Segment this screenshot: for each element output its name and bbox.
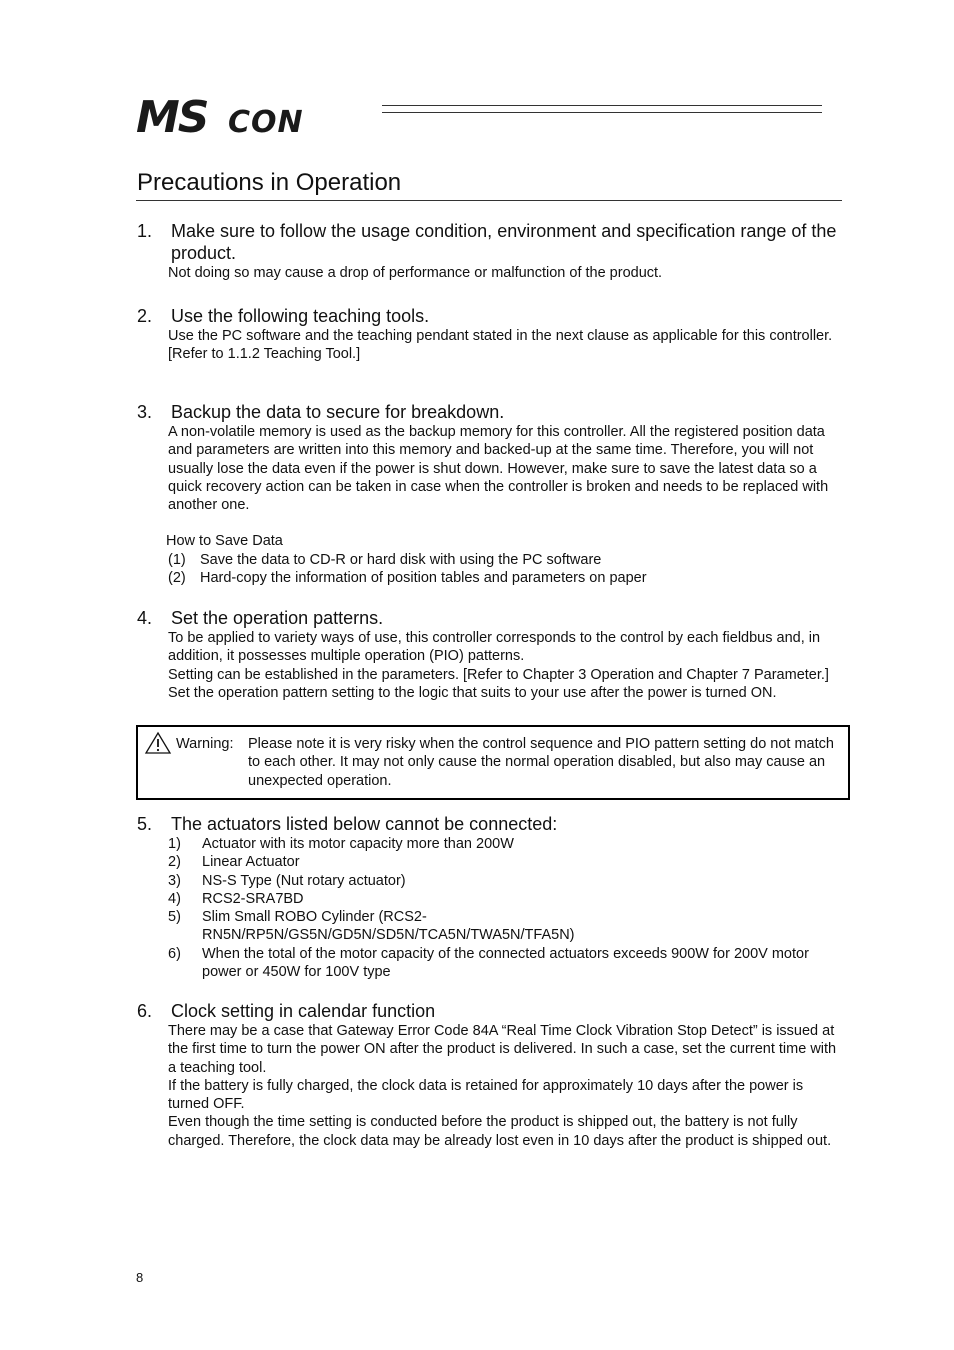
section-body xyxy=(168,327,847,364)
section-heading xyxy=(137,220,847,264)
warning-text: Please note it is very risky when the control sequence and PIO pattern setting do not match to each other. It may not only cause the normal operation disabled, but also may cause an unexpected operation. xyxy=(248,736,834,789)
list-number: 4) xyxy=(168,890,181,907)
section-number: 3. xyxy=(137,402,153,422)
page-number: 8 xyxy=(136,1270,144,1285)
section-5 xyxy=(137,813,847,981)
header-rule-upper xyxy=(382,105,822,106)
list-text: When the total of the motor capacity of the connected actuators exceeds 900W for 200V motor power or 450W for 100V type xyxy=(202,945,809,981)
list-text: NS-S Type (Nut rotary actuator) xyxy=(202,872,406,889)
list-number: (2) xyxy=(168,570,186,587)
section-number: 2. xyxy=(137,306,153,326)
section-number: 5. xyxy=(137,814,153,834)
warning-box xyxy=(136,725,850,800)
section-title: Use the following teaching tools. xyxy=(171,306,430,326)
section-title: Clock setting in calendar function xyxy=(171,1001,436,1021)
list-number: 3) xyxy=(168,872,181,889)
section-4 xyxy=(137,607,847,702)
section-6 xyxy=(137,1000,847,1150)
section-body xyxy=(168,423,847,514)
section-number: 6. xyxy=(137,1001,153,1021)
paragraph: There may be a case that Gateway Error Code 84A “Real Time Clock Vibration Stop Detect” is issued at the first time to turn the power ON after the product is delivered. In such a case, set the current time with a teaching tool. xyxy=(168,1023,837,1076)
list-number: 1) xyxy=(168,836,181,852)
list-text: Hard-copy the information of position tables and parameters on paper xyxy=(200,570,647,587)
paragraph: Even though the time setting is conducted before the product is shipped out, the battery is not fully charged. Therefore, the clock data may be already lost even in 10 days after the product is shipped out. xyxy=(168,1114,832,1149)
paragraph: A non-volatile memory is used as the backup memory for this controller. All the registered position data and parameters are written into this memory and backed-up at the same time. Therefore, you will not usually lose the data even if the power is shut down. However, make sure to save the latest data so a quick recovery action can be taken in case when the controller is broken and needs to be replaced with another one. xyxy=(168,424,829,514)
list-item xyxy=(168,569,847,587)
header-rule-lower xyxy=(382,112,822,113)
section-heading xyxy=(137,305,847,327)
actuator-list xyxy=(168,835,847,981)
paragraph: Use the PC software and the teaching pendant stated in the next clause as applicable for this controller. xyxy=(168,328,833,344)
list-item xyxy=(168,945,847,982)
list-item xyxy=(168,551,847,569)
list-text: Linear Actuator xyxy=(202,854,300,871)
svg-text:MS: MS xyxy=(136,92,208,140)
section-3 xyxy=(137,401,847,587)
paragraph: [Refer to 1.1.2 Teaching Tool.] xyxy=(168,346,361,363)
list-text: Actuator with its motor capacity more than 200W xyxy=(202,836,514,852)
list-item xyxy=(168,835,847,853)
list-item xyxy=(168,872,847,890)
section-heading xyxy=(137,607,847,629)
mscon-logo xyxy=(136,92,376,140)
paragraph: If the battery is fully charged, the clock data is retained for approximately 10 days after the power is turned OFF. xyxy=(168,1077,804,1113)
section-heading xyxy=(137,813,847,835)
section-number: 1. xyxy=(137,221,153,241)
list-item xyxy=(168,908,847,945)
list-number: 5) xyxy=(168,909,181,926)
svg-text:CON: CON xyxy=(228,105,304,140)
list-text: Slim Small ROBO Cylinder (RCS2-RN5N/RP5N/GS5N/GD5N/SD5N/TCA5N/TWA5N/TFA5N) xyxy=(202,909,575,944)
paragraph: Not doing so may cause a drop of performance or malfunction of the product. xyxy=(168,265,663,281)
section-title: The actuators listed below cannot be connected: xyxy=(171,814,558,834)
section-2 xyxy=(137,305,847,364)
section-title: Backup the data to secure for breakdown. xyxy=(171,402,505,422)
title-rule xyxy=(136,200,842,201)
page-title: Precautions in Operation xyxy=(137,169,402,196)
section-heading xyxy=(137,401,847,423)
save-data-title: How to Save Data xyxy=(166,533,283,550)
list-item xyxy=(168,853,847,871)
list-text: Save the data to CD-R or hard disk with using the PC software xyxy=(200,551,602,568)
list-number: (1) xyxy=(168,551,186,568)
save-data-block xyxy=(166,532,847,587)
section-1 xyxy=(137,220,847,282)
section-title: Make sure to follow the usage condition, environment and specification range of the product. xyxy=(171,221,837,263)
section-heading xyxy=(137,1000,847,1022)
paragraph: Set the operation pattern setting to the logic that suits to your use after the power is turned ON. xyxy=(168,684,777,701)
warning-triangle-icon xyxy=(144,731,172,755)
section-number: 4. xyxy=(137,608,153,628)
list-text: RCS2-SRA7BD xyxy=(202,890,304,907)
paragraph: To be applied to variety ways of use, this controller corresponds to the control by each fieldbus and, in addition, it possesses multiple operation (PIO) patterns. xyxy=(168,630,821,665)
section-title: Set the operation patterns. xyxy=(171,608,384,628)
paragraph: Setting can be established in the parameters. [Refer to Chapter 3 Operation and Chapter 7 Parameter.] xyxy=(168,666,829,683)
section-body xyxy=(168,1022,847,1150)
section-body xyxy=(168,629,847,702)
list-number: 2) xyxy=(168,854,181,871)
list-number: 6) xyxy=(168,945,181,962)
section-body xyxy=(168,264,847,282)
warning-label: Warning: xyxy=(176,736,234,752)
list-item xyxy=(168,890,847,908)
